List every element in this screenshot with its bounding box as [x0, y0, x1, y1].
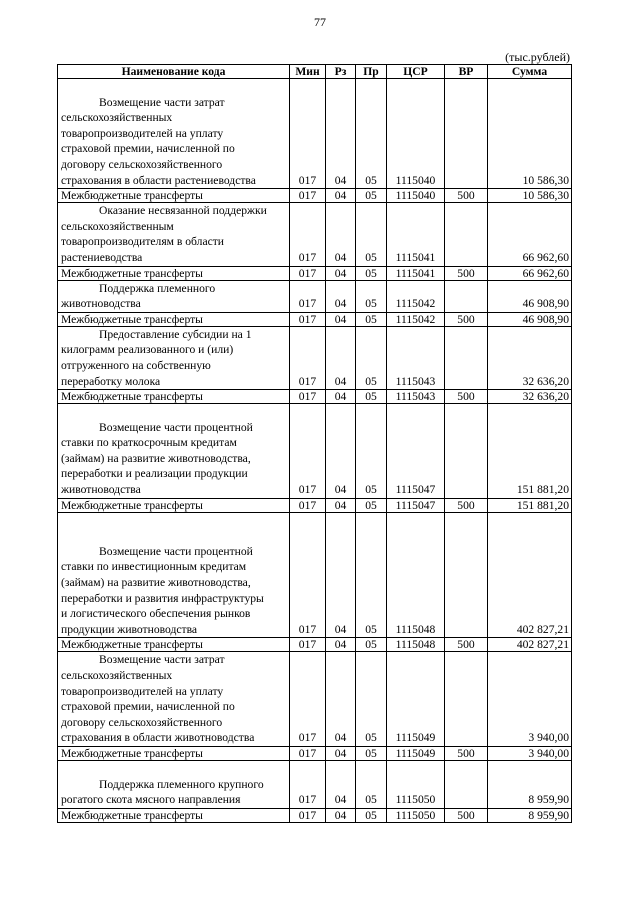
subrow-csr: 1115049 — [387, 746, 445, 760]
row-min: 017 — [290, 326, 326, 389]
row-vr — [445, 760, 488, 808]
row-name-first-line: Поддержка племенного крупного — [99, 777, 264, 791]
row-vr — [445, 652, 488, 747]
row-name-line: животноводства — [61, 297, 141, 311]
table-row — [58, 203, 572, 266]
header-pr: Пр — [356, 65, 387, 79]
row-pr: 05 — [356, 326, 387, 389]
row-name-line: страхования в области животноводства — [61, 731, 255, 745]
row-name-line: ставки по краткосрочным кредитам — [61, 436, 237, 450]
units-label: (тыс.рублей) — [505, 50, 570, 64]
row-name-line: сельскохозяйственным — [61, 219, 174, 233]
row-vr — [445, 326, 488, 389]
subrow-name: Межбюджетные трансферты — [58, 266, 290, 280]
row-name — [58, 79, 290, 189]
subrow-rz: 04 — [326, 498, 356, 512]
row-name-first-line: Возмещение части затрат — [99, 653, 225, 667]
table-row — [58, 326, 572, 389]
row-pr: 05 — [356, 203, 387, 266]
row-pr: 05 — [356, 760, 387, 808]
row-min: 017 — [290, 203, 326, 266]
row-name-line: переработки и реализации продукции — [61, 467, 248, 481]
row-pr: 05 — [356, 512, 387, 638]
subrow-min: 017 — [290, 746, 326, 760]
subrow-vr: 500 — [445, 638, 488, 652]
subrow-csr: 1115041 — [387, 266, 445, 280]
row-name-first-line: Предоставление субсидии на 1 — [99, 327, 252, 341]
row-vr — [445, 203, 488, 266]
row-name-line: товаропроизводителей на уплату — [61, 684, 224, 698]
row-rz: 04 — [326, 203, 356, 266]
row-vr — [445, 280, 488, 312]
subrow-rz: 04 — [326, 390, 356, 404]
row-name-first-line: Оказание несвязанной поддержки — [99, 204, 267, 218]
row-sum: 46 908,90 — [488, 280, 572, 312]
row-name-line: переработки и развития инфраструктуры — [61, 591, 264, 605]
row-sum: 151 881,20 — [488, 404, 572, 499]
row-name-first-line: Возмещение части процентной — [99, 544, 253, 558]
row-name-first-line: Возмещение части затрат — [99, 95, 225, 109]
table-row — [58, 79, 572, 189]
row-vr — [445, 404, 488, 499]
row-name-line: килограмм реализованного и (или) — [61, 343, 234, 357]
subrow-rz: 04 — [326, 808, 356, 822]
row-name-line: (займам) на развитие животноводства, — [61, 451, 251, 465]
table-subrow — [58, 390, 572, 404]
table-subrow — [58, 312, 572, 326]
subrow-csr: 1115043 — [387, 390, 445, 404]
row-name-line: сельскохозяйственных — [61, 669, 173, 682]
row-name-line: (займам) на развитие животноводства, — [61, 576, 251, 590]
row-name — [58, 280, 290, 312]
row-name-line: страховой премии, начисленной по — [61, 700, 235, 714]
row-name-line: товаропроизводителей на уплату — [61, 126, 224, 140]
subrow-sum: 8 959,90 — [488, 808, 572, 822]
subrow-rz: 04 — [326, 746, 356, 760]
header-name: Наименование кода — [58, 65, 290, 79]
row-min: 017 — [290, 760, 326, 808]
subrow-pr: 05 — [356, 189, 387, 203]
table-row — [58, 280, 572, 312]
row-sum: 3 940,00 — [488, 652, 572, 747]
subrow-rz: 04 — [326, 189, 356, 203]
table-row — [58, 652, 572, 747]
row-name-line: страхования в области растениеводства — [61, 173, 256, 187]
table-row — [58, 404, 572, 499]
table-row — [58, 760, 572, 808]
header-min: Мин — [290, 65, 326, 79]
header-row — [58, 65, 572, 79]
row-min: 017 — [290, 652, 326, 747]
row-name — [58, 760, 290, 808]
subrow-sum: 10 586,30 — [488, 189, 572, 203]
subrow-pr: 05 — [356, 808, 387, 822]
row-name-first-line: Возмещение части процентной — [99, 420, 253, 434]
row-name-line: сельскохозяйственных — [61, 111, 173, 125]
row-pr: 05 — [356, 652, 387, 747]
row-name — [58, 652, 290, 747]
table-subrow — [58, 746, 572, 760]
subrow-sum: 151 881,20 — [488, 498, 572, 512]
subrow-pr: 05 — [356, 312, 387, 326]
subrow-name: Межбюджетные трансферты — [58, 638, 290, 652]
header-sum: Сумма — [488, 65, 572, 79]
subrow-csr: 1115048 — [387, 638, 445, 652]
subrow-sum: 66 962,60 — [488, 266, 572, 280]
row-pr: 05 — [356, 280, 387, 312]
subrow-name: Межбюджетные трансферты — [58, 312, 290, 326]
row-rz: 04 — [326, 280, 356, 312]
row-rz: 04 — [326, 512, 356, 638]
header-vr: ВР — [445, 65, 488, 79]
row-csr: 1115043 — [387, 326, 445, 389]
row-csr: 1115049 — [387, 652, 445, 747]
subrow-vr: 500 — [445, 266, 488, 280]
table-subrow — [58, 189, 572, 203]
subrow-vr: 500 — [445, 390, 488, 404]
table-body — [58, 79, 572, 823]
subrow-pr: 05 — [356, 498, 387, 512]
row-rz: 04 — [326, 326, 356, 389]
row-sum: 66 962,60 — [488, 203, 572, 266]
header-csr: ЦСР — [387, 65, 445, 79]
subrow-sum: 46 908,90 — [488, 312, 572, 326]
row-rz: 04 — [326, 404, 356, 499]
row-csr: 1115050 — [387, 760, 445, 808]
row-name — [58, 404, 290, 499]
subrow-csr: 1115042 — [387, 312, 445, 326]
page-number: 77 — [314, 15, 326, 29]
row-sum: 32 636,20 — [488, 326, 572, 389]
row-csr: 1115042 — [387, 280, 445, 312]
subrow-vr: 500 — [445, 312, 488, 326]
row-name — [58, 512, 290, 638]
row-pr: 05 — [356, 404, 387, 499]
subrow-name: Межбюджетные трансферты — [58, 390, 290, 404]
subrow-min: 017 — [290, 266, 326, 280]
subrow-name: Межбюджетные трансферты — [58, 746, 290, 760]
table-subrow — [58, 266, 572, 280]
subrow-vr: 500 — [445, 498, 488, 512]
subrow-pr: 05 — [356, 638, 387, 652]
subrow-name: Межбюджетные трансферты — [58, 189, 290, 203]
subrow-rz: 04 — [326, 638, 356, 652]
row-rz: 04 — [326, 652, 356, 747]
subrow-sum: 32 636,20 — [488, 390, 572, 404]
table-subrow — [58, 498, 572, 512]
budget-table — [57, 64, 572, 823]
subrow-min: 017 — [290, 808, 326, 822]
row-name-line: рогатого скота мясного направления — [61, 793, 241, 807]
subrow-csr: 1115047 — [387, 498, 445, 512]
row-name-line: отгруженного на собственную — [61, 358, 211, 372]
row-name-line: ставки по инвестиционным кредитам — [61, 560, 247, 574]
subrow-min: 017 — [290, 498, 326, 512]
subrow-name: Межбюджетные трансферты — [58, 808, 290, 822]
row-csr: 1115040 — [387, 79, 445, 189]
row-name-line: продукции животноводства — [61, 622, 198, 636]
row-rz: 04 — [326, 760, 356, 808]
subrow-pr: 05 — [356, 266, 387, 280]
table-subrow — [58, 808, 572, 822]
row-sum: 8 959,90 — [488, 760, 572, 808]
row-csr: 1115047 — [387, 404, 445, 499]
subrow-rz: 04 — [326, 266, 356, 280]
row-min: 017 — [290, 404, 326, 499]
subrow-sum: 3 940,00 — [488, 746, 572, 760]
row-name-line: переработку молока — [61, 374, 161, 388]
row-csr: 1115048 — [387, 512, 445, 638]
row-min: 017 — [290, 280, 326, 312]
subrow-vr: 500 — [445, 808, 488, 822]
row-name-line: растениеводства — [61, 250, 143, 264]
row-name-line: животноводства — [61, 483, 141, 497]
row-min: 017 — [290, 512, 326, 638]
row-name-line: и логистического обеспечения рынков — [61, 607, 251, 621]
row-vr — [445, 512, 488, 638]
subrow-csr: 1115050 — [387, 808, 445, 822]
subrow-pr: 05 — [356, 746, 387, 760]
row-csr: 1115041 — [387, 203, 445, 266]
subrow-min: 017 — [290, 189, 326, 203]
row-vr — [445, 79, 488, 189]
row-name-line: договору сельскохозяйственного — [61, 157, 223, 171]
row-sum: 10 586,30 — [488, 79, 572, 189]
row-pr: 05 — [356, 79, 387, 189]
row-min: 017 — [290, 79, 326, 189]
row-name-line: страховой премии, начисленной по — [61, 142, 235, 156]
subrow-min: 017 — [290, 638, 326, 652]
table-subrow — [58, 638, 572, 652]
subrow-rz: 04 — [326, 312, 356, 326]
subrow-pr: 05 — [356, 390, 387, 404]
row-name-line: товаропроизводителям в области — [61, 235, 225, 249]
row-name — [58, 203, 290, 266]
subrow-vr: 500 — [445, 189, 488, 203]
row-rz: 04 — [326, 79, 356, 189]
subrow-name: Межбюджетные трансферты — [58, 498, 290, 512]
header-rz: Рз — [326, 65, 356, 79]
table-row — [58, 512, 572, 638]
row-name-line: договору сельскохозяйственного — [61, 715, 223, 729]
row-name — [58, 326, 290, 389]
row-name-first-line: Поддержка племенного — [99, 281, 216, 295]
subrow-min: 017 — [290, 390, 326, 404]
subrow-min: 017 — [290, 312, 326, 326]
row-sum: 402 827,21 — [488, 512, 572, 638]
subrow-csr: 1115040 — [387, 189, 445, 203]
subrow-sum: 402 827,21 — [488, 638, 572, 652]
subrow-vr: 500 — [445, 746, 488, 760]
